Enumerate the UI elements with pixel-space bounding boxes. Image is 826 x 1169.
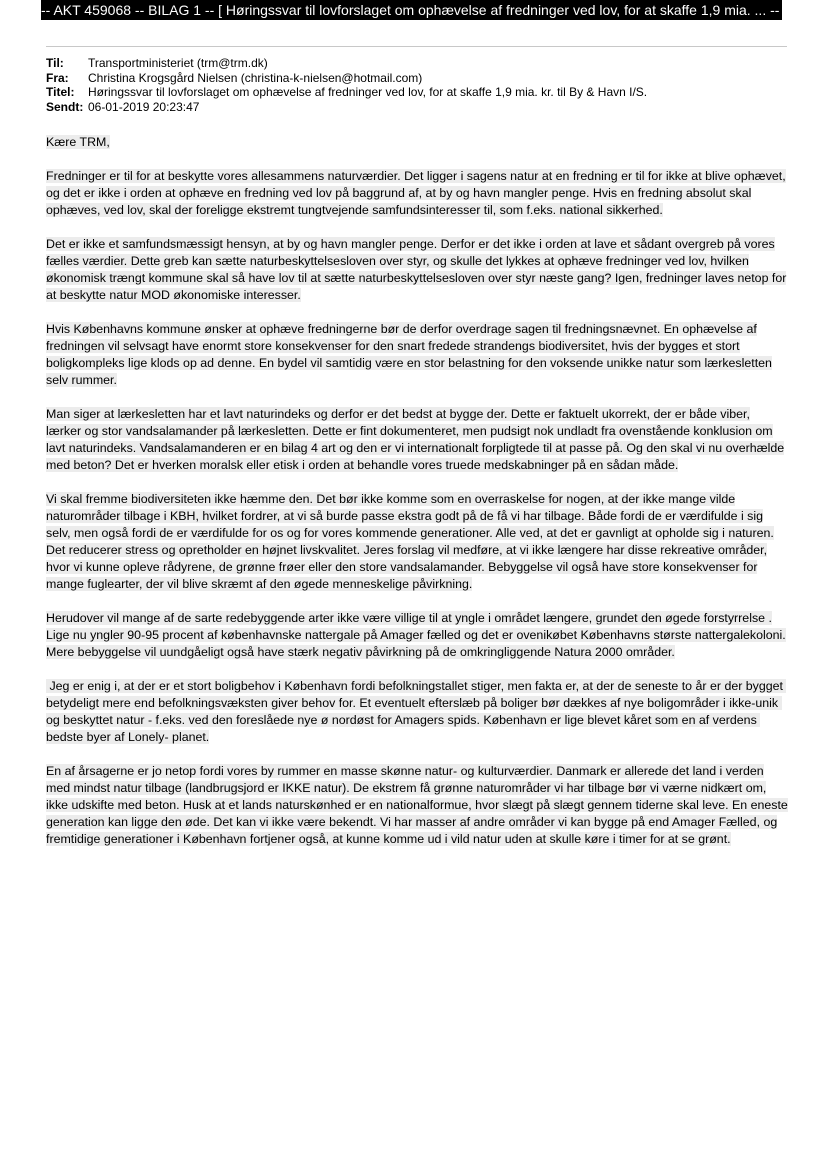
paragraph <box>46 236 788 304</box>
paragraph <box>46 491 788 593</box>
paragraph-text: Det er ikke et samfundsmæssigt hensyn, at by og havn mangler penge. Derfor er det ikke i orden at lave et sådant overgreb på vores fælles værdier. Dette greb kan sætte naturbeskyttelsesloven over styr, og skulle det lykkes at ophæve fredninger ved lov, hvilken økonomisk trængt kommune skal så have lov til at sætte naturbeskyttelsesloven over styr næste gang? Igen, fredninger laves netop for at beskytte natur MOD økonomiske interesser. <box>46 237 787 302</box>
paragraph <box>46 406 788 474</box>
from-row <box>46 71 647 86</box>
paragraph-text: Jeg er enig i, at der er et stort boligbehov i København fordi befolkningstallet stiger, men fakta er, at der de seneste to år er der bygget betydeligt mere end befolkningsvæksten giver behov for. Et eventuelt efterslæb på boliger bør dækkes af nye boligområder i ikke-unik og beskyttet natur - f.eks. ved den foreslåede nye ø nordøst for Amagers spids. København er lige blevet kåret som en af verdens bedste byer af Lonely- planet. <box>46 679 787 744</box>
email-header <box>46 56 647 114</box>
from-value: Christina Krogsgård Nielsen (christina-k-nielsen@hotmail.com) <box>88 70 423 85</box>
paragraph <box>46 610 788 661</box>
paragraph-text: Man siger at lærkesletten har et lavt naturindeks og derfor er det bedst at bygge der. Dette er faktuelt ukorrekt, der er både viber, lærker og stor vandsalamander på lærkesletten. Dette er fint dokumenteret, men pudsigt nok undladt fra ovenstående konklusion om lavt naturindeks. Vandsalamanderen er en bilag 4 art og den er vi internationalt forpligtede til at passe på. Og den skal vi nu overhælde med beton? Det er hverken moralsk eller etisk i orden at behandle vores truede medskabninger på en sådan måde. <box>46 407 785 472</box>
subject-row <box>46 85 647 100</box>
paragraph-text: En af årsagerne er jo netop fordi vores by rummer en masse skønne natur- og kulturværdier. Danmark er allerede det land i verden med mindst natur tilbage (landbrugsjord er IKKE natur). De ekstrem få grønne naturområder vi har tilbage bør vi værne nidkært om, ikke udskifte med beton. Husk at et lands naturskønhed er en nationalformue, hvor slægt på slægt gennem tiderne skal leve. En eneste generation kan ligge den øde. Det kan vi ikke være bekendt. Vi har masser af andre områder vi kan bygge på end Amager Fælled, og fremtidige generationer i København fortjener også, at kunne komme ud i vild natur uden at skulle køre i timer for at se grønt. <box>46 764 788 846</box>
paragraph-text: Vi skal fremme biodiversiteten ikke hæmme den. Det bør ikke komme som en overraskelse for nogen, at der ikke mange vilde naturområder tilbage i KBH, hvilket fordrer, at vi så burde passe ekstra godt på de få vi har tilbage. Både fordi de er værdifulde i sig selv, men også fordi de er værdifulde for os og for vores kommende generationer. Alle ved, at det er gavnligt at opholde sig i naturen. Det reducerer stress og opretholder en højnet livskvalitet. Jeres forslag vil medføre, at vi ikke længere har disse rekreative områder, hvor vi kunne opleve rådyrene, de grønne frøer eller den store vandsalamander. Bebyggelse vil også have store konsekvenser for mange fuglearter, der vil blive skræmt af den øgede menneskelige påvirkning. <box>46 492 774 591</box>
subject-value: Høringssvar til lovforslaget om ophævelse af fredninger ved lov, for at skaffe 1,9 mia. kr. til By & Havn I/S. <box>88 85 648 99</box>
document-title-bar <box>41 0 782 20</box>
greeting <box>46 134 788 151</box>
header-divider <box>46 46 787 47</box>
paragraph-text: Hvis Københavns kommune ønsker at ophæve fredningerne bør de derfor overdrage sagen til fredningsnævnet. En ophævelse af fredningen vil selvsagt have enormt store konsekvenser for den snart fredede strandengs biodiversitet, hvis der bygges et stort boligkompleks lige klods op ad denne. En bydel vil samtidig være en stor belastning for den voksende unikke natur som lærkesletten selv rummer. <box>46 322 772 387</box>
sent-row <box>46 100 647 115</box>
email-body <box>46 134 788 865</box>
subject-label: Titel: <box>46 85 75 99</box>
paragraph-text: Fredninger er til for at beskytte vores allesammens naturværdier. Det ligger i sagens natur at en fredning er til for ikke at blive ophævet, og det er ikke i orden at ophæve en fredning ved lov på baggrund af, at by og havn mangler penge. Hvis en fredning absolut skal ophæves, ved lov, skal der foreligge ekstremt tungtvejende samfundsinteresser til, som f.eks. national sikkerhed. <box>46 169 786 217</box>
paragraph <box>46 678 788 746</box>
paragraph-text: Herudover vil mange af de sarte redebyggende arter ikke være villige til at yngle i området længere, grundet den øgede forstyrrelse . Lige nu yngler 90-95 procent af københavnske nattergale på Amager fælled og det er ovenikøbet Københavns største nattergalekoloni. Mere bebyggelse vil uundgåeligt også have stærk negativ påvirkning på de omkringliggende Natura 2000 områder. <box>46 611 786 659</box>
to-label: Til: <box>46 56 64 70</box>
greeting-text: Kære TRM, <box>46 135 110 149</box>
from-label: Fra: <box>46 70 69 85</box>
to-row <box>46 56 647 71</box>
paragraph <box>46 168 788 219</box>
paragraph <box>46 321 788 389</box>
sent-value: 06-01-2019 20:23:47 <box>88 99 200 114</box>
paragraph <box>46 763 788 848</box>
to-value: Transportministeriet (trm@trm.dk) <box>88 56 268 70</box>
sent-label: Sendt: <box>46 99 84 114</box>
document-title: -- AKT 459068 -- BILAG 1 -- [ Høringssvar til lovforslaget om ophævelse af fredninger ved lov, for at skaffe 1,9 mia. ... -- <box>41 2 780 18</box>
